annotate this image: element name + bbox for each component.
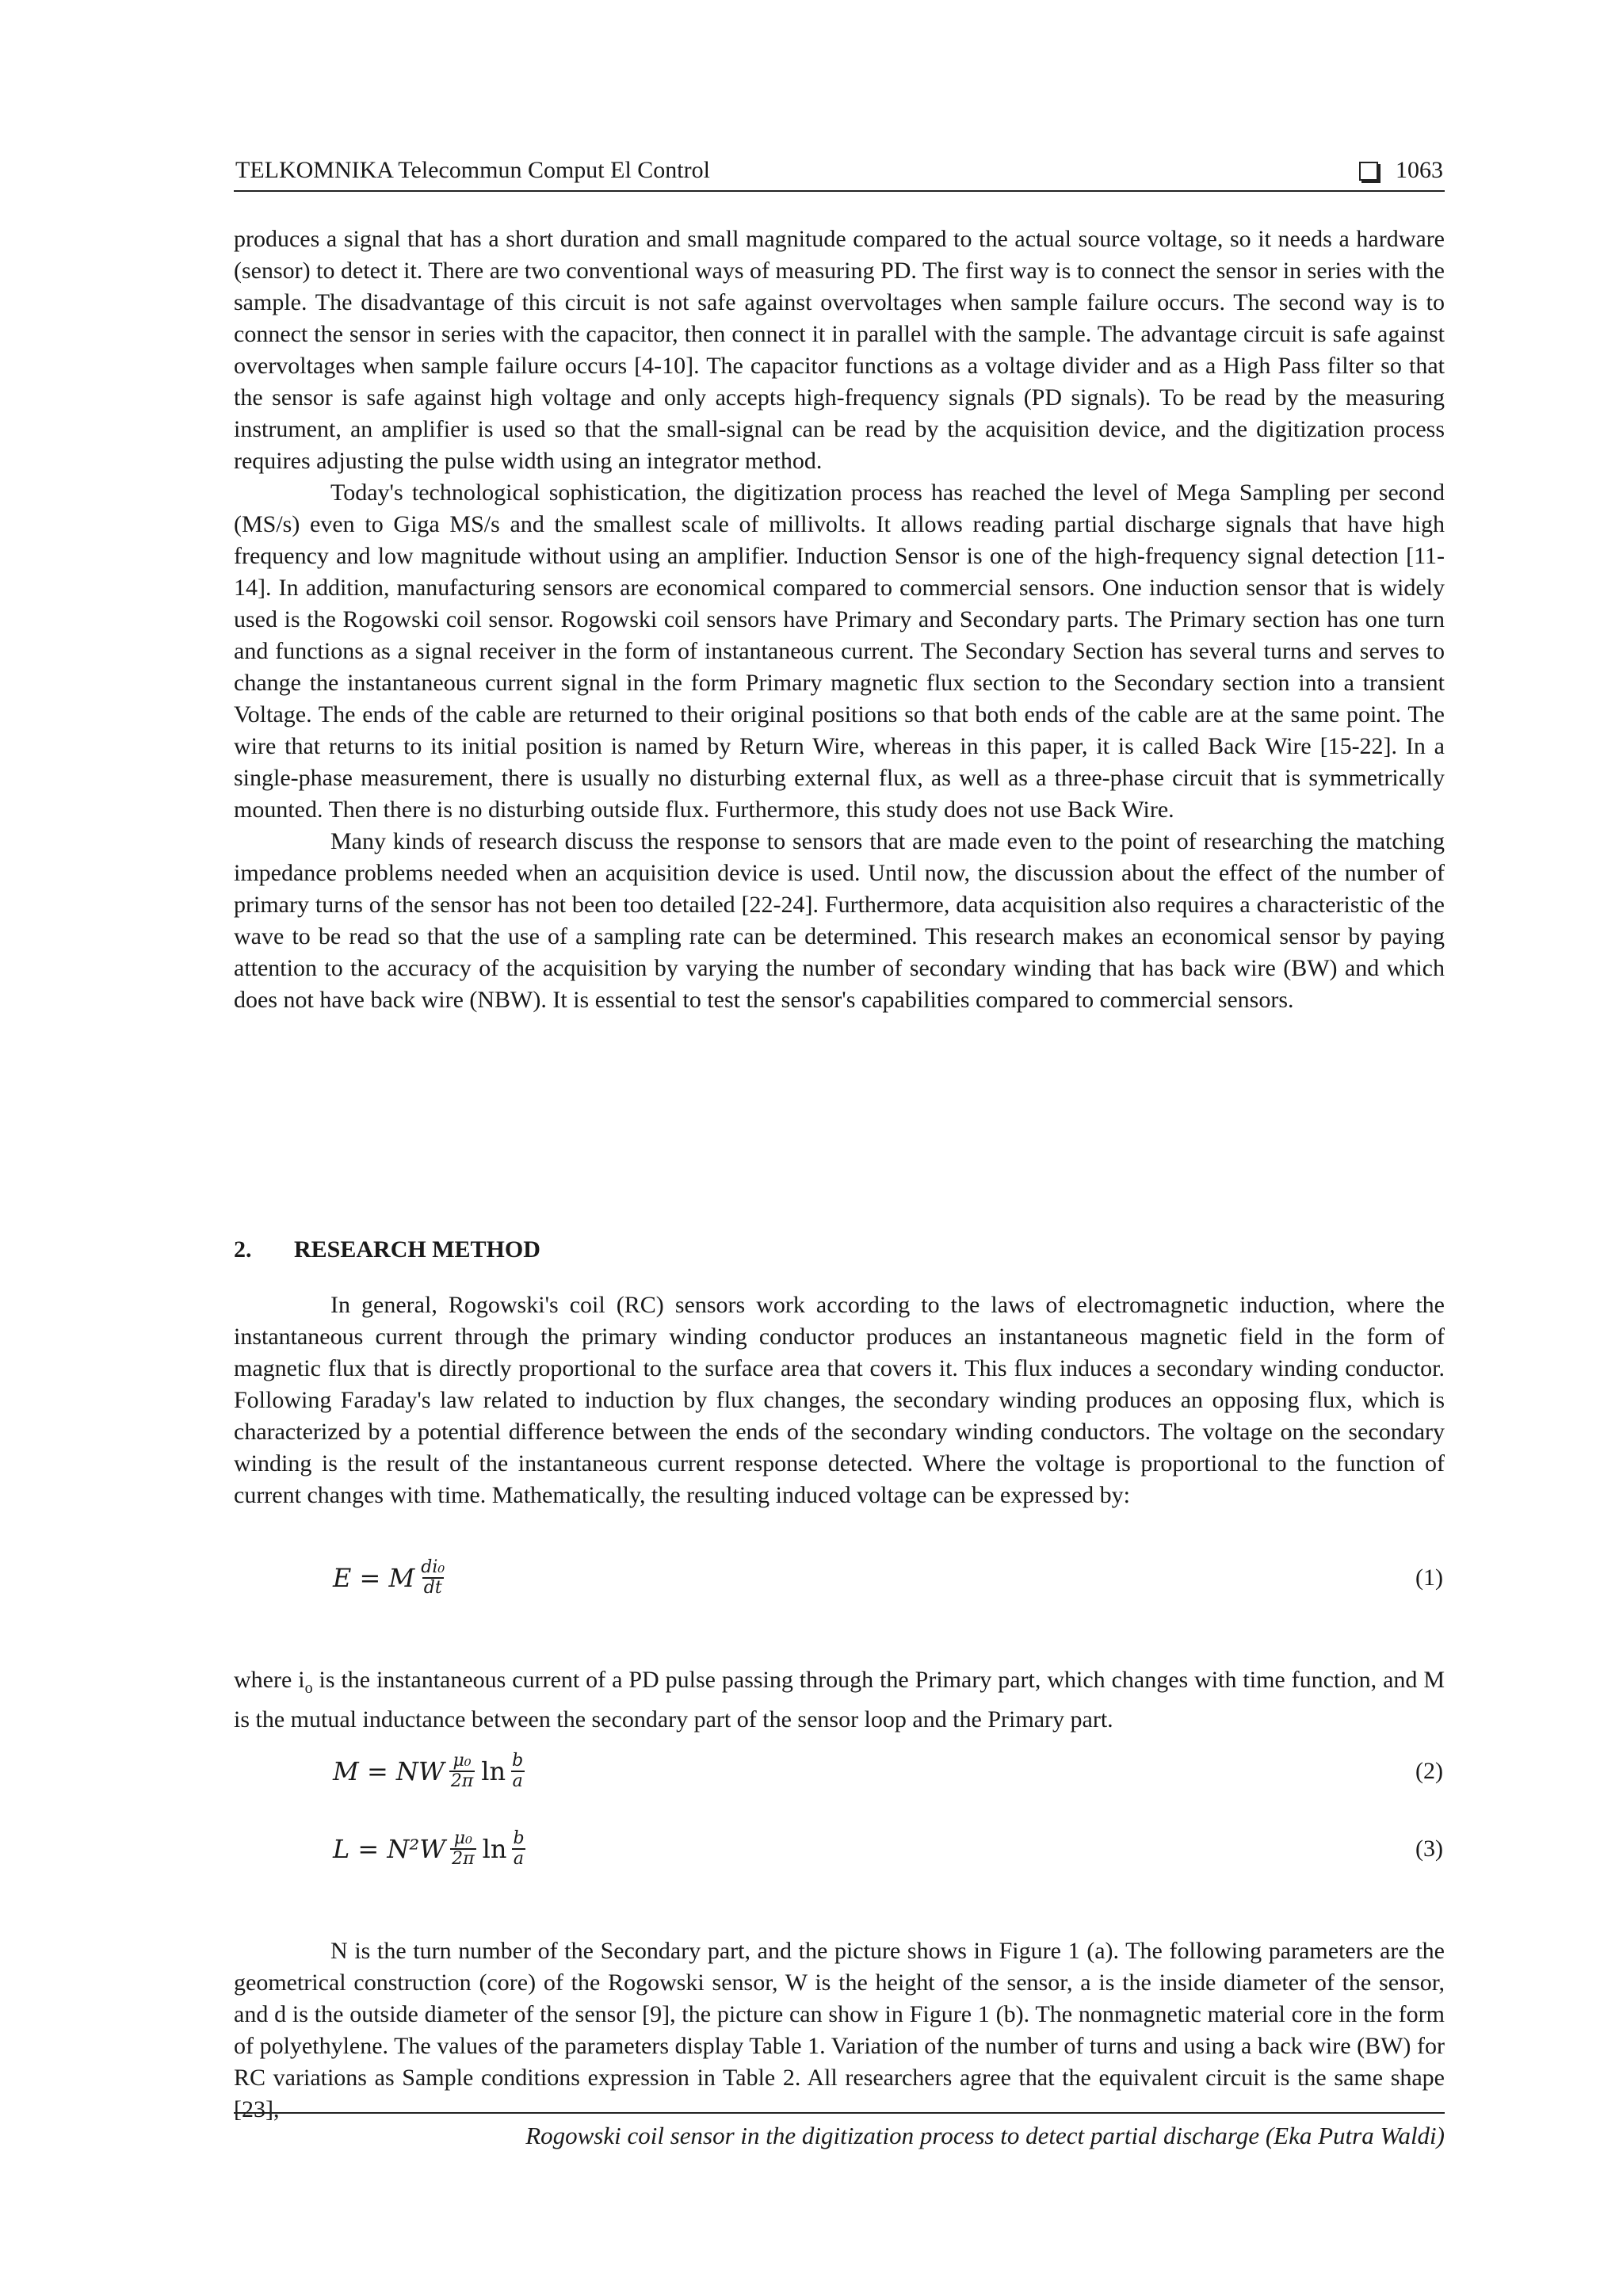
eq3-lhs: L = N²W bbox=[333, 1834, 446, 1864]
eq2-ln: ln bbox=[481, 1756, 506, 1786]
final-paragraph: N is the turn number of the Secondary part, and the picture shows in Figure 1 (a). The following parameters are the geometrical construction (core) of the Rogowski sensor, W is the height of the sensor, a is the inside diameter of the sensor, and d is the outside diameter of the sensor [9], the picture can show in Figure 1 (b). The nonmagnetic material core in the form of polyethylene. The values of the parameters display Table 1. Variation of the number of turns and using a back wire (BW) for RC variations as Sample conditions expression in Table 2. All researchers agree that the equivalent circuit is the same shape [23], bbox=[234, 1938, 1445, 2122]
eq1-number: (1) bbox=[1415, 1564, 1443, 1591]
section-heading bbox=[234, 1236, 540, 1263]
equation-3 bbox=[333, 1821, 1445, 1877]
journal-title: TELKOMNIKA Telecommun Comput El Control bbox=[235, 157, 710, 183]
eq1-denominator: dt bbox=[423, 1578, 442, 1598]
equation-2 bbox=[333, 1744, 1445, 1799]
eq3-numerator: μ₀ bbox=[453, 1828, 472, 1848]
running-header bbox=[234, 155, 1445, 192]
eq3-ln-denominator: a bbox=[513, 1849, 525, 1869]
eq2-ln-fraction bbox=[510, 1752, 525, 1791]
eq3-ln-fraction bbox=[511, 1829, 525, 1869]
eq3-ln: ln bbox=[482, 1834, 507, 1864]
section-number: 2. bbox=[234, 1236, 252, 1263]
eq2-denominator: 2π bbox=[450, 1771, 474, 1791]
where-sub: o bbox=[304, 1679, 313, 1697]
section-title: RESEARCH METHOD bbox=[294, 1236, 540, 1263]
running-footer bbox=[234, 2112, 1445, 2150]
eq3-ln-numerator: b bbox=[513, 1828, 525, 1848]
eq1-numerator: di₀ bbox=[421, 1557, 445, 1577]
page-number-group bbox=[1359, 157, 1443, 184]
eq2-ln-denominator: a bbox=[512, 1771, 523, 1791]
eq3-fraction bbox=[450, 1829, 475, 1869]
paragraph-3: Many kinds of research discuss the response to sensors that are made even to the point of researching the matching impedance problems needed when an acquisition device is used. Until now, the discussion about the effect of the number of primary turns of the sensor has not been too detailed [22-24]. Furthermore, data acquisition also requires a characteristic of the wave to be read so that the use of a sampling rate can be determined. This research makes an economical sensor by paying attention to the accuracy of the acquisition by varying the number of secondary winding that has back wire (BW) and which does not have back wire (NBW). It is essential to test the sensor's capabilities compared to commercial sensors. bbox=[234, 828, 1445, 1013]
eq2-lhs: M = NW bbox=[333, 1756, 445, 1786]
eq3-number: (3) bbox=[1415, 1836, 1443, 1862]
where-paragraph bbox=[234, 1664, 1445, 1736]
paragraph-2: Today's technological sophistication, the digitization process has reached the level of Mega Sampling per second (MS/s) even to Giga MS/s and the smallest scale of millivolts. It allows reading partial discharge signals that have high frequency and low magnitude without using an amplifier. Induction Sensor is one of the high-frequency signal detection [11-14]. In addition, manufacturing sensors are economical compared to commercial sensors. One induction sensor that is widely used is the Rogowski coil sensor. Rogowski coil sensors have Primary and Secondary parts. The Primary section has one turn and functions as a signal receiver in the form of instantaneous current. The Secondary Section has several turns and serves to change the instantaneous current signal in the form Primary magnetic flux section to the Secondary section into a transient Voltage. The ends of the cable are returned to their original positions so that both ends of the cable are at the same point. The wire that returns to its initial position is named by Return Wire, whereas in this paper, it is called Back Wire [15-22]. In a single-phase measurement, there is usually no disturbing external flux, as well as a three-phase circuit that is symmetrically mounted. Then there is no disturbing outside flux. Furthermore, this study does not use Back Wire. bbox=[234, 479, 1445, 823]
intro-text bbox=[234, 223, 1445, 1016]
eq2-numerator: μ₀ bbox=[453, 1751, 472, 1771]
eq2-fraction bbox=[449, 1752, 475, 1791]
footer-text: Rogowski coil sensor in the digitization process to detect partial discharge (Eka Putra Waldi) bbox=[525, 2122, 1445, 2149]
equation-1 bbox=[333, 1550, 1445, 1606]
where-text bbox=[234, 1641, 1445, 1759]
eq3-denominator: 2π bbox=[452, 1849, 475, 1869]
eq1-fraction bbox=[419, 1558, 446, 1598]
method-paragraph: In general, Rogowski's coil (RC) sensors work according to the laws of electromagnetic induction, where the instantaneous current through the primary winding conductor produces an instantaneous magnetic field in the form of magnetic flux that is directly proportional to the surface area that covers it. This flux induces a secondary winding conductor. Following Faraday's law related to induction by flux changes, the secondary winding produces an opposing flux, which is characterized by a potential difference between the ends of the secondary winding conductors. The voltage on the secondary winding is the result of the instantaneous current response detected. Where the voltage is proportional to the function of current changes with time. Mathematically, the resulting induced voltage can be expressed by: bbox=[234, 1292, 1445, 1508]
square-bullet-icon bbox=[1359, 162, 1378, 181]
where-post: is the instantaneous current of a PD pulse passing through the Primary part, which changes with time function, and M is the mutual inductance between the secondary part of the sensor loop and the Primary part. bbox=[234, 1667, 1445, 1733]
paragraph-1: produces a signal that has a short duration and small magnitude compared to the actual source voltage, so it needs a hardware (sensor) to detect it. There are two conventional ways of measuring PD. The first way is to connect the sensor in series with the sample. The disadvantage of this circuit is not safe against overvoltages when sample failure occurs. The second way is to connect the sensor in series with the capacitor, then connect it in parallel with the sample. The advantage circuit is safe against overvoltages when sample failure occurs [4-10]. The capacitor functions as a voltage divider and as a High Pass filter so that the sensor is safe against high voltage and only accepts high-frequency signals (PD signals). To be read by the measuring instrument, an amplifier is used so that the small-signal can be read by the acquisition device, and the digitization process requires adjusting the pulse width using an integrator method. bbox=[234, 226, 1445, 474]
eq2-ln-numerator: b bbox=[512, 1751, 524, 1771]
where-pre: where i bbox=[234, 1667, 305, 1693]
eq1-lhs: E = M bbox=[333, 1563, 415, 1593]
method-text bbox=[234, 1266, 1445, 1535]
page-number: 1063 bbox=[1396, 157, 1443, 183]
eq2-number: (2) bbox=[1415, 1758, 1443, 1784]
